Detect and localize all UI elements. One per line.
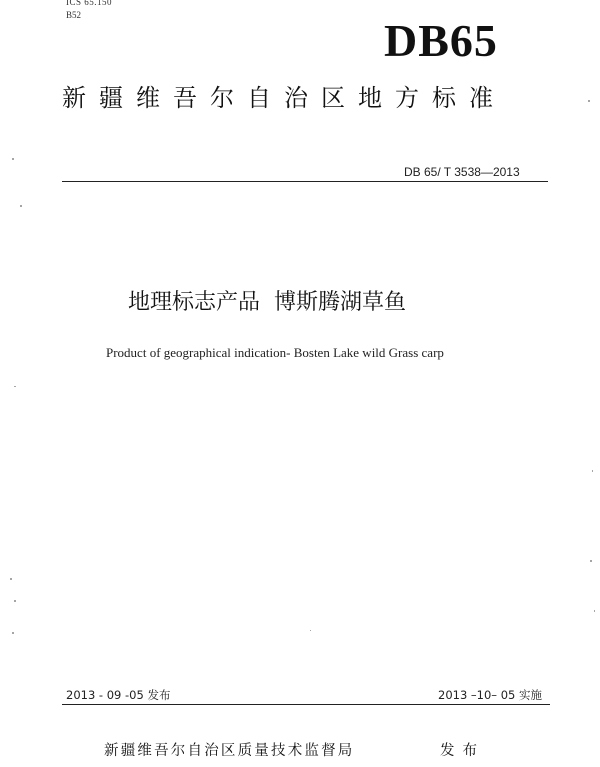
- scan-speck: [12, 158, 14, 160]
- ccs-code: B52: [66, 10, 82, 20]
- implementation-date: 2013 –10– 05 实施: [438, 688, 542, 702]
- scan-speck: [14, 600, 16, 602]
- scan-speck: [590, 560, 592, 562]
- ics-code: ICS 65.150: [66, 0, 113, 7]
- standard-title: 新疆维吾尔自治区地方标准: [62, 84, 506, 112]
- standard-number: DB 65/ T 3538—2013: [404, 165, 520, 179]
- issuer-action: 发布: [440, 743, 485, 759]
- scan-speck: [592, 470, 593, 472]
- scan-speck: [310, 630, 311, 631]
- top-divider: [62, 181, 548, 182]
- issuer-name: 新疆维吾尔自治区质量技术监督局: [104, 743, 355, 759]
- bottom-divider: [62, 704, 550, 705]
- standard-code: DB65: [384, 15, 498, 66]
- scan-speck: [14, 386, 16, 387]
- scan-speck: [10, 578, 12, 580]
- document-title-cn: 地理标志产品 博斯腾湖草鱼: [128, 290, 406, 315]
- scan-speck: [20, 205, 22, 207]
- scan-speck: [588, 100, 590, 102]
- document-title-en: Product of geographical indication- Bosten Lake wild Grass carp: [106, 345, 444, 360]
- scan-speck: [594, 610, 595, 612]
- issue-date: 2013 - 09 -05 发布: [66, 688, 171, 702]
- scan-speck: [12, 632, 14, 634]
